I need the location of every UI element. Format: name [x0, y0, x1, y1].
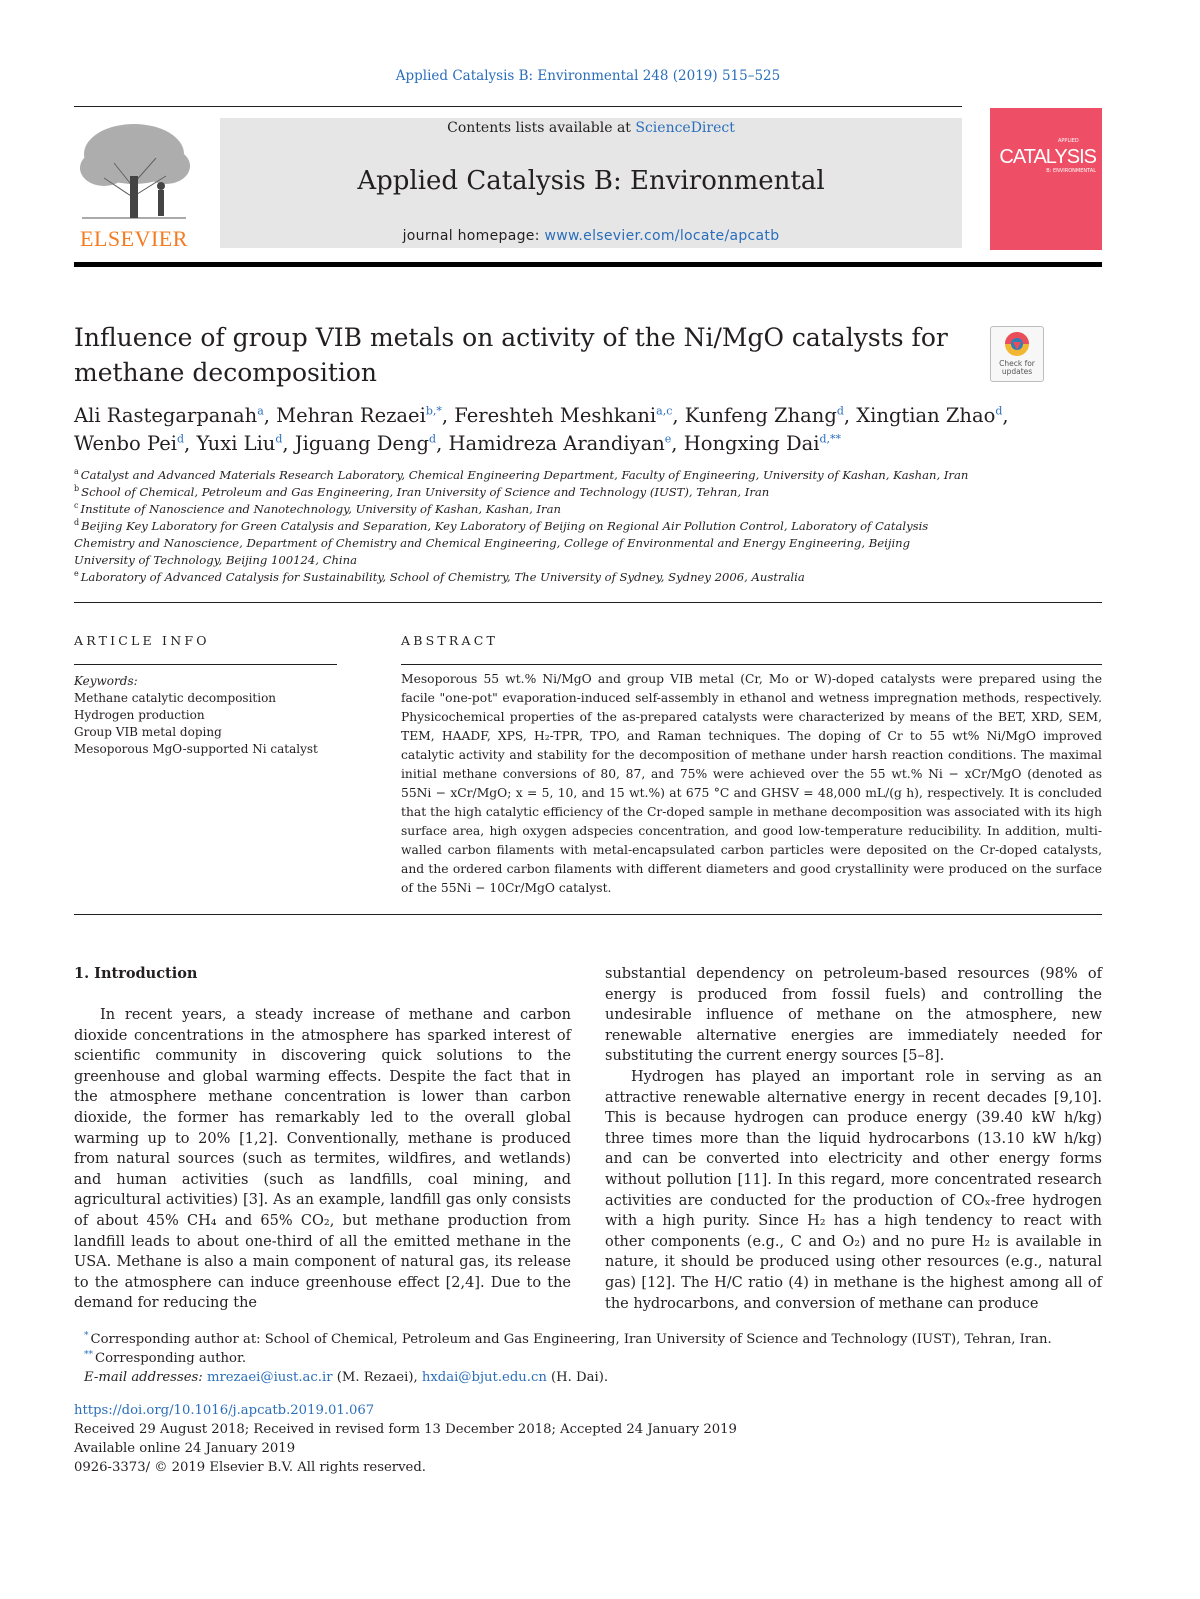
cover-title: CATALYSIS	[999, 146, 1096, 168]
paragraph: substantial dependency on petroleum-based resources (98% of energy is produced from fossil fuels) and controlling the undesirable influence of methane on the atmosphere, new renewable alternative energies are immediately needed for substituting the current energy sources [5–8].	[605, 966, 1102, 1065]
section-heading-introduction: 1. Introduction	[74, 965, 198, 982]
keyword: Hydrogen production	[74, 708, 205, 722]
affiliation-mark: d	[74, 518, 80, 528]
header-thick-rule	[74, 262, 1102, 267]
author-affiliation-mark[interactable]: d	[177, 432, 185, 446]
author-name: Xingtian Zhao	[856, 404, 996, 427]
journal-reference-link[interactable]: Applied Catalysis B: Environmental 248 (2019) 515–525	[395, 68, 781, 84]
author-affiliation-mark[interactable]: d	[836, 404, 844, 418]
affiliation-mark: b	[74, 484, 80, 494]
email-label: E-mail addresses:	[84, 1370, 203, 1385]
email-link[interactable]: hxdai@bjut.edu.cn	[421, 1370, 547, 1385]
author-affiliation-mark[interactable]: d	[275, 432, 283, 446]
footnote-mark: *	[84, 1330, 89, 1341]
affiliation	[74, 467, 974, 484]
affiliation-rule	[74, 602, 1102, 603]
contents-prefix: Contents lists available at	[447, 120, 636, 136]
homepage-prefix: journal homepage:	[402, 228, 545, 244]
author-affiliation-mark[interactable]: e	[664, 432, 672, 446]
author[interactable]	[295, 432, 436, 455]
footnote-text: Corresponding author at: School of Chemical, Petroleum and Gas Engineering, Iran University of Science and Technology (IUST), Tehran, Iran.	[90, 1332, 1052, 1347]
article-title-line2: methane decomposition	[74, 358, 378, 387]
author[interactable]	[74, 404, 264, 427]
affiliation-text: Beijing Key Laboratory for Green Catalysis and Separation, Key Laboratory of Beijing on Regional Air Pollution Control, Laboratory of Catalysis Chemistry and Nanoscience, Department of Chemistry and Chemical Engineering, College of Environmental and Energy Engineering, Beijing University of Technology, Beijing 100124, China	[74, 519, 929, 567]
author-name: Fereshteh Meshkani	[454, 404, 657, 427]
author[interactable]	[684, 432, 841, 455]
abstract-text: Mesoporous 55 wt.% Ni/MgO and group VIB metal (Cr, Mo or W)-doped catalysts were prepared using the facile "one-pot" evaporation-induced self-assembly in ethanol and wetness impregnation methods, respectively. Physicochemical properties of the as-prepared catalysts were characterized by means of the BET, XRD, SEM, TEM, HAADF, XPS, H₂-TPR, TPO, and Raman techniques. The doping of Cr to 55 wt% Ni/MgO improved catalytic activity and stability for the decomposition of methane under harsh reaction conditions. The maximal initial methane conversions of 80, 87, and 75% were achieved over the 55 wt.% Ni − xCr/MgO (denoted as 55Ni − xCr/MgO; x = 5, 10, and 15 wt.%) at 675 °C and GHSV = 48,000 mL/(g h), respectively. It is concluded that the high catalytic efficiency of the Cr-doped sample in methane decomposition was associated with its high surface area, high oxygen adspecies concentration, and good low-temperature reducibility. In addition, multi-walled carbon filaments with metal-encapsulated carbon particles were deposited on the Cr-doped catalysts, and the ordered carbon filaments with different diameters and good crystallinity were produced on the surface of the 55Ni − 10Cr/MgO catalyst.	[401, 672, 1102, 895]
affiliation-text: Laboratory of Advanced Catalysis for Sustainability, School of Chemistry, The University of Sydney, Sydney 2006, Australia	[80, 570, 805, 584]
email-owner: (H. Dai).	[551, 1370, 609, 1385]
affiliation-text: School of Chemical, Petroleum and Gas Engineering, Iran University of Science and Technology (IUST), Tehran, Iran	[81, 485, 770, 499]
author[interactable]	[276, 404, 442, 427]
affiliation-text: Institute of Nanoscience and Nanotechnology, University of Kashan, Kashan, Iran	[80, 502, 561, 516]
abstract-heading: ABSTRACT	[401, 633, 499, 648]
body-column-right	[605, 964, 1102, 1314]
author-affiliation-mark[interactable]: a,c	[656, 404, 673, 418]
elsevier-logo	[74, 118, 194, 252]
elsevier-wordmark: ELSEVIER	[80, 226, 188, 251]
author-name: Hamidreza Arandiyan	[448, 432, 665, 455]
keyword: Group VIB metal doping	[74, 725, 222, 739]
author-name: Hongxing Dai	[683, 432, 820, 455]
affiliation-text: Catalyst and Advanced Materials Research Laboratory, Chemical Engineering Department, Faculty of Engineering, University of Kashan, Kashan, Iran	[80, 468, 969, 482]
affiliation	[74, 501, 974, 518]
author-name: Yuxi Liu	[196, 432, 276, 455]
keywords-block	[74, 673, 344, 758]
check-for-updates-icon	[991, 329, 1043, 361]
header-rule	[74, 106, 962, 107]
doi-link[interactable]: https://doi.org/10.1016/j.apcatb.2019.01.067	[74, 1403, 375, 1418]
received-dates: Received 29 August 2018; Received in revised form 13 December 2018; Accepted 24 January 2019	[74, 1422, 737, 1437]
journal-banner	[220, 118, 962, 248]
footnote-emails	[74, 1368, 1102, 1387]
author[interactable]	[448, 432, 671, 455]
cover-subtitle: B: ENVIRONMENTAL	[1046, 168, 1096, 174]
author[interactable]	[685, 404, 844, 427]
email-link[interactable]: mrezaei@iust.ac.ir	[206, 1370, 333, 1385]
author[interactable]	[74, 432, 184, 455]
author[interactable]	[454, 404, 672, 427]
check-for-updates-label: Check for updates	[999, 359, 1035, 376]
homepage-link[interactable]: www.elsevier.com/locate/apcatb	[544, 228, 780, 244]
affiliation-mark: c	[74, 501, 79, 511]
author-list: Ali Rastegarpanah$^a$, Mehran Rezaei$^{b,*}$, Fereshteh Meshkani$^{a,c}$, Kunfeng Zhang$^d$, Xingtian Zhao$^d$, Wenbo Pei$^d$, Yuxi Liu$^d$, Jiguang Deng$^d$, Hamidreza Arandiyan$^e$, Hongxing Dai$^{d,**}$	[74, 404, 1009, 455]
author-affiliation-mark[interactable]: b,*	[425, 404, 442, 418]
author-name: Mehran Rezaei	[276, 404, 426, 427]
affiliation-mark: e	[74, 569, 79, 579]
footnote-corresponding-2	[74, 1349, 1102, 1368]
footnotes	[74, 1330, 1102, 1387]
elsevier-tree-icon	[74, 118, 194, 222]
author-name: Ali Rastegarpanah	[74, 404, 258, 427]
author-affiliation-mark[interactable]: d,**	[819, 432, 842, 446]
article-title-line1: Influence of group VIB metals on activity of the Ni/MgO catalysts for	[74, 323, 948, 352]
author-affiliation-mark[interactable]: a	[257, 404, 264, 418]
keyword: Mesoporous MgO-supported Ni catalyst	[74, 742, 318, 756]
author[interactable]	[196, 432, 282, 455]
sciencedirect-link[interactable]: ScienceDirect	[635, 120, 735, 136]
contents-line	[220, 120, 962, 136]
footnote-corresponding	[74, 1330, 1102, 1349]
footnote-text: Corresponding author.	[95, 1351, 247, 1366]
check-for-updates-button[interactable]	[990, 326, 1044, 382]
affiliation	[74, 518, 974, 569]
email-owner: (M. Rezaei),	[336, 1370, 418, 1385]
paragraph: In recent years, a steady increase of methane and carbon dioxide concentrations in the atmosphere has sparked interest of scientific community in discovering quick solutions to the greenhouse and global warming effects. Despite the fact that in the atmosphere methane concentration is lower than carbon dioxide, the former has remarkably led to the overall global warming up to 20% [1,2]. Conventionally, methane is produced from natural sources (such as termites, wildfires, and wetlands) and human activities (such as landfills, coal mining, and agricultural activities) [3]. As an example, landfill gas only consists of about 45% CH₄ and 65% CO₂, but methane production from landfill leads to about one-third of all the emitted methane in the USA. Methane is also a main component of natural gas, its release to the atmosphere can induce greenhouse effect [2,4]. Due to the demand for reducing the	[74, 1007, 571, 1312]
abstract-rule	[401, 664, 1102, 665]
journal-cover-thumbnail[interactable]	[990, 108, 1102, 250]
keywords-label: Keywords:	[74, 674, 138, 688]
article-info-rule	[74, 664, 337, 665]
author-name: Jiguang Deng	[294, 432, 430, 455]
author[interactable]	[856, 404, 1002, 427]
author-affiliation-mark[interactable]: d	[429, 432, 437, 446]
copyright: 0926-3373/ © 2019 Elsevier B.V. All rights reserved.	[74, 1460, 426, 1475]
affiliation-list	[74, 467, 974, 586]
cover-top-text: APPLIED	[1058, 138, 1079, 144]
author-affiliation-mark[interactable]: d	[995, 404, 1003, 418]
article-info-heading: ARTICLE INFO	[74, 633, 210, 648]
affiliation	[74, 484, 974, 501]
footnote-mark: **	[84, 1349, 93, 1360]
abstract-end-rule	[74, 914, 1102, 915]
publication-info	[74, 1401, 1102, 1477]
author-name: Wenbo Pei	[74, 432, 177, 455]
homepage-line	[220, 228, 962, 244]
paragraph: Hydrogen has played an important role in serving as an attractive renewable alternative energy in recent decades [9,10]. This is because hydrogen can produce energy (39.40 kW h/kg) three times more than the liquid hydrocarbons (13.10 kW h/kg) and can be converted into electricity and other energy forms without pollution [11]. In this regard, more concentrated research activities are conducted for the production of COₓ-free hydrogen with a high purity. Since H₂ has a high tendency to react with other components (e.g., C and O₂) and no pure H₂ is available in nature, it should be produced using other resources (e.g., natural gas) [12]. The H/C ratio (4) in methane is the highest among all of the hydrocarbons, and conversion of methane can produce	[605, 1068, 1102, 1312]
affiliation-mark: a	[74, 467, 79, 477]
affiliation	[74, 569, 974, 586]
journal-title: Applied Catalysis B: Environmental	[357, 166, 825, 196]
keyword: Methane catalytic decomposition	[74, 691, 277, 705]
body-column-left	[74, 1005, 571, 1314]
article-title	[74, 320, 974, 390]
author-name: Kunfeng Zhang	[684, 404, 837, 427]
available-online: Available online 24 January 2019	[74, 1441, 296, 1456]
